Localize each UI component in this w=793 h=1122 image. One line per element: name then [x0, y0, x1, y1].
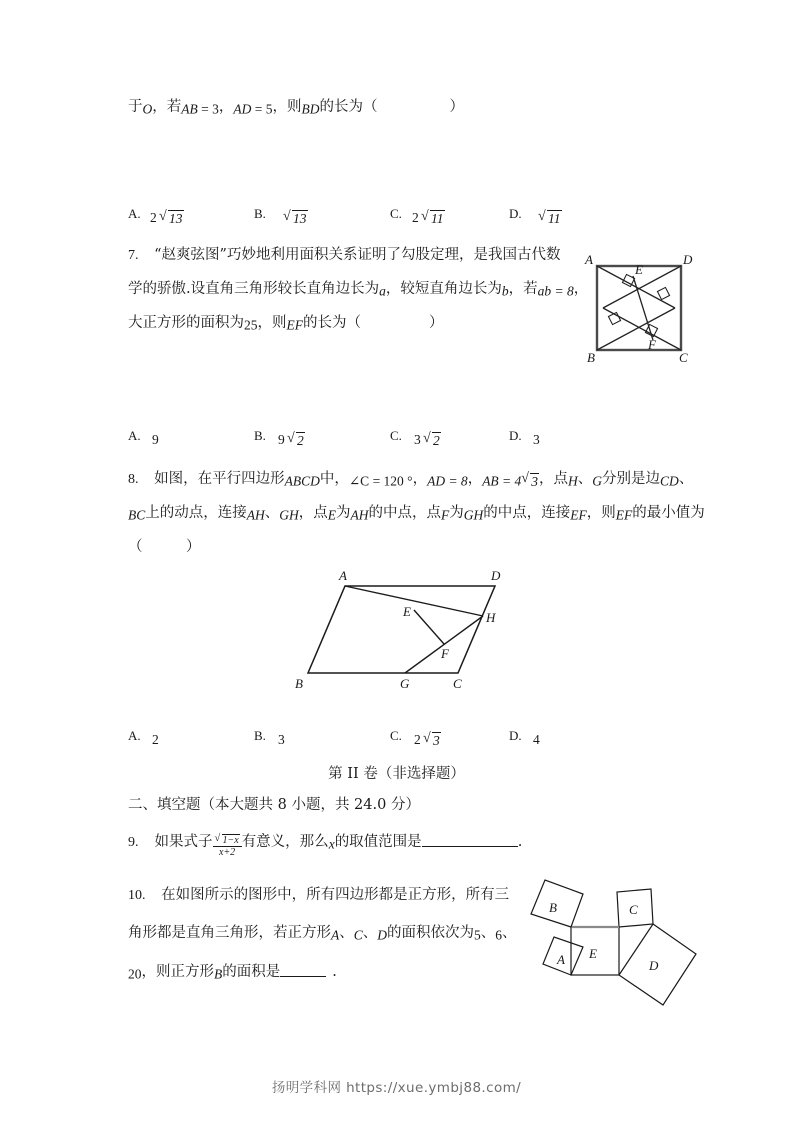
q6-bd: BD: [301, 101, 320, 117]
volume-2-title: 第 II 卷（非选择题）: [328, 766, 465, 782]
q7-line2c: ，若: [508, 281, 538, 297]
q10-figure-squares: [521, 882, 701, 1012]
q8-angle-c: ∠C = 120 °: [348, 473, 413, 489]
q8-bc: BC: [128, 507, 146, 523]
q10-sq-b: B: [214, 966, 223, 982]
q8-gh: GH: [279, 507, 299, 523]
q7-opt-d-l: D.: [509, 428, 522, 443]
q10-l2a: 角形都是直角三角形，若正方形: [128, 925, 331, 941]
q8-l1d: ，: [467, 471, 483, 487]
q6-opt-c-coef: 2: [412, 210, 419, 225]
q8-l1e: ，点: [539, 471, 569, 487]
q8-l2f: 的中点，点: [368, 505, 442, 521]
q6-opt-a-l: A.: [128, 206, 141, 221]
q10-line1: 在如图所示的图形中，所有四边形都是正方形，所有三: [161, 887, 510, 903]
q8-l2d: 为: [336, 505, 351, 521]
q10-label-C: C: [629, 902, 638, 917]
q9-frac-num-radicand: 1−x: [222, 834, 239, 846]
q7-line2d: ，: [573, 281, 589, 297]
q8-opt-c-rad: [423, 732, 441, 749]
q8-ah2: AH: [350, 507, 369, 523]
q9-answer-blank[interactable]: [422, 834, 518, 847]
q6-comma2: ，: [218, 99, 234, 115]
q10-v3: 20: [128, 966, 142, 982]
q7-opt-a-l: A.: [128, 428, 141, 443]
q10-v1: 5: [474, 927, 481, 943]
q7-label-C: C: [679, 350, 688, 365]
q7-line2b: ，较短直角边长为: [385, 281, 502, 297]
q7-ef: EF: [286, 317, 303, 333]
q6-opt-c-l: C.: [390, 206, 402, 221]
q8-answer-paren: （ ）: [128, 539, 201, 555]
q8-ab-rad: [521, 473, 539, 490]
q7-label-A: A: [585, 252, 593, 267]
q6-paren-close: ）: [449, 99, 464, 115]
q6-ad: AD: [233, 101, 252, 117]
q8-l1a: 如图，在平行四边形: [154, 471, 285, 487]
q10-l3b: 的面积是: [222, 964, 281, 980]
q6-ab: AB: [181, 101, 198, 117]
q7-line1: “赵爽弦图”巧妙地利用面积关系证明了勾股定理，是我国古代数: [154, 247, 561, 263]
q9-frac-numerator: [213, 834, 242, 848]
q6-ad-value: = 5: [251, 101, 273, 117]
q8-l2g: 为: [449, 505, 464, 521]
q8-h: H: [568, 473, 578, 489]
q8-gh2: GH: [463, 507, 484, 523]
q10-label-B: B: [549, 900, 557, 915]
q9-frac-denominator: x+2: [219, 847, 236, 858]
q7-line3a: 大正方形的面积为: [128, 315, 244, 331]
q6-opt-a-coef2: 2: [150, 210, 157, 225]
question-8: [128, 471, 705, 570]
q7-line3c: 的长为（: [303, 315, 361, 331]
q7-ab-eq: ab = 8: [537, 283, 574, 299]
q8-opt-a-l: A.: [128, 728, 141, 743]
q6-tail-line: [128, 100, 464, 116]
q8-opt-c-coef: 2: [414, 732, 421, 747]
q10-l2f: 、: [502, 925, 517, 941]
q7-var-b: b: [501, 283, 509, 299]
q8-l2c: ，点: [298, 505, 328, 521]
q9-number: 9.: [128, 835, 139, 850]
q8-l2j: 的最小值为: [632, 505, 705, 521]
q7-line3b: ，则: [257, 315, 287, 331]
q8-figure-parallelogram: [295, 568, 510, 690]
q6-ruo: 若: [166, 99, 182, 115]
q8-ef: EF: [570, 507, 587, 523]
q8-l1h2: 、: [678, 471, 694, 487]
q6-opt-c-radicand: 11: [431, 211, 444, 226]
section-2-heading: [128, 793, 420, 814]
q8-l1c: ，: [412, 471, 428, 487]
q6-prefix: 于: [128, 99, 143, 115]
q7-number: 7.: [128, 248, 139, 263]
q8-opt-d-l: D.: [509, 728, 522, 743]
q7-line2a: 学的骄傲.设直角三角形较长直角边长为: [128, 281, 380, 297]
q7-opt-d-coef: 3: [533, 432, 540, 447]
q7-opt-b-coef: 9: [278, 432, 285, 447]
q7-opt-a-coef: 9: [152, 432, 159, 447]
q7-figure-zhaoshuang: [583, 250, 695, 365]
q10-sq-c: C: [353, 927, 363, 943]
q8-label-E: E: [403, 604, 411, 619]
q10-v2: 6: [495, 927, 503, 943]
q8-ef2: EF: [615, 507, 633, 523]
q6-comma1: ，: [152, 99, 167, 115]
q6-opt-a-rad: [159, 210, 184, 227]
q7-opt-c-coef: 3: [414, 432, 421, 447]
q8-ab-coef: AB = 4: [482, 473, 522, 489]
q7-var-a: a: [379, 283, 386, 299]
q8-opt-c-radicand: 3: [433, 733, 440, 748]
q6-point-o: O: [142, 101, 153, 117]
q7-label-F: F: [648, 337, 656, 352]
q10-label-D: D: [649, 958, 659, 973]
q8-l2i: ，则: [586, 505, 616, 521]
q7-opt-c-radicand: 2: [433, 433, 440, 448]
q6-opt-b-rad: [283, 210, 308, 227]
q7-opt-c-rad: [423, 432, 441, 449]
q9-text-a: 如果式子: [154, 834, 213, 850]
q6-opt-a-radicand: 13: [169, 211, 183, 226]
q10-l3a: ，则正方形: [141, 964, 214, 980]
q10-sq-a: A: [331, 927, 340, 943]
q9-frac-num-rad: [215, 834, 240, 847]
q8-number: 8.: [128, 472, 139, 487]
q9-var-x: x: [328, 836, 335, 852]
q8-label-A: A: [339, 568, 347, 583]
q8-ab-radicand: 3: [531, 473, 539, 489]
q8-label-G: G: [400, 676, 410, 691]
q6-comma3: ，: [272, 99, 287, 115]
q8-abcd: ABCD: [284, 473, 320, 489]
q9-fraction: [213, 834, 242, 859]
q8-l1b: 中，: [319, 471, 349, 487]
q8-opt-b-l: B.: [254, 728, 266, 743]
q10-l2b: 、: [339, 925, 354, 941]
q10-number: 10.: [128, 888, 146, 903]
q8-opt-b-coef: 3: [278, 732, 285, 747]
q7-label-D: D: [683, 252, 693, 267]
question-9: [128, 830, 522, 859]
q6-opt-d-radicand: 11: [548, 211, 561, 226]
q6-opt-c-rad: [421, 210, 445, 227]
q8-g: G: [592, 473, 603, 489]
q9-text-c: 的取值范围是: [334, 834, 422, 850]
q8-label-H: H: [486, 610, 496, 625]
q6-opt-b-l: B.: [254, 206, 266, 221]
q7-label-E: E: [635, 262, 643, 277]
q8-opt-a-coef: 2: [152, 732, 159, 747]
q8-label-D: D: [491, 568, 501, 583]
q10-label-A: A: [557, 952, 565, 967]
q7-opt-b-rad: [287, 432, 305, 449]
q7-paren-close: ）: [429, 315, 444, 331]
q8-label-F: F: [441, 646, 449, 661]
q8-ah: AH: [246, 507, 265, 523]
q6-ab-value: = 3: [197, 101, 219, 117]
q8-opt-c-l: C.: [390, 728, 402, 743]
q8-ad: AD = 8: [427, 473, 468, 489]
q7-opt-b-radicand: 2: [297, 433, 304, 448]
q10-l2d: 的面积依次为: [387, 925, 475, 941]
q10-l2c: 、: [362, 925, 378, 941]
q10-label-E: E: [589, 946, 597, 961]
question-7: [128, 247, 589, 350]
q9-period: .: [517, 834, 523, 850]
q8-l2a: 上的动点，连接: [145, 505, 247, 521]
q7-label-B: B: [587, 350, 595, 365]
q7-area-value: 25: [244, 317, 258, 333]
q8-f: F: [441, 507, 450, 523]
q8-cd: CD: [660, 473, 679, 489]
q8-opt-d-coef: 4: [533, 732, 540, 747]
q7-opt-c-l: C.: [390, 428, 402, 443]
q8-e: E: [327, 507, 337, 523]
q8-l1g2: 分别是边: [602, 471, 661, 487]
q8-label-B: B: [295, 676, 303, 691]
q8-l2h: 的中点，连接: [483, 505, 571, 521]
q6-opt-d-rad: [538, 210, 562, 227]
q6-question-tail: 的长为（: [319, 99, 378, 115]
q9-text-b: 有意义，那么: [241, 834, 329, 850]
q8-l2b: 、: [264, 505, 280, 521]
q6-opt-d-l: D.: [509, 206, 522, 221]
q10-answer-blank[interactable]: [280, 964, 326, 977]
footer-watermark: 扬明学科网 https://xue.ymbj88.com/: [271, 1080, 522, 1096]
q6-opt-b-radicand: 13: [293, 211, 307, 226]
q8-label-C: C: [453, 676, 462, 691]
q10-l2e: 、: [480, 925, 496, 941]
q10-period: .: [332, 964, 337, 980]
q8-l1f: 、: [577, 471, 593, 487]
q10-sq-d: D: [377, 927, 388, 943]
question-10: [128, 888, 548, 998]
section-2-heading-text: 二、填空题（本大题共 8 小题，共 24.0 分）: [128, 797, 420, 813]
q6-ze: 则: [287, 99, 302, 115]
q7-opt-b-l: B.: [254, 428, 266, 443]
